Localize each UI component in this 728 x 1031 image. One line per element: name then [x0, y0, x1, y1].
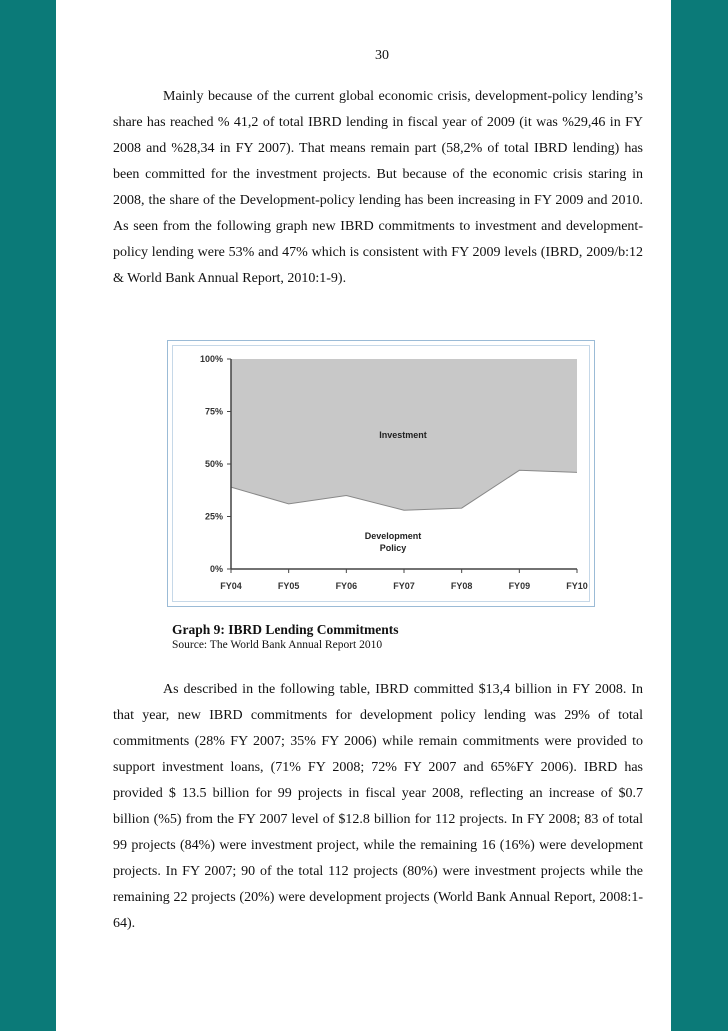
y-tick-label: 75% [204, 406, 223, 417]
paragraph-1-text: Mainly because of the current global economic crisis, development-policy lending’s share has reached % 41,2 of total IBRD lending in fiscal year of 2009 (it was %29,46 in FY 2008 and %28,34 in FY 2007). That means remain part (58,2% of total IBRD lending) has been committed for the investment projects. But because of the economic crisis staring in 2008, the share of the Development-policy lending has been increasing in FY 2009 and 2010. As seen from the following graph new IBRD commitments to investment and development-policy lending were 53% and 47% which is consistent with FY 2009 levels (IBRD, 2009/b:12 & World Bank Annual Report, 2010:1-9). [113, 89, 643, 286]
x-tick-label: FY08 [450, 581, 473, 591]
lending-commitments-chart [168, 341, 596, 608]
page-number: 30 [375, 48, 389, 63]
graph-caption: Graph 9: IBRD Lending Commitments [172, 622, 399, 637]
y-tick-label: 100% [199, 354, 223, 364]
chart-frame [167, 340, 595, 607]
x-tick-label: FY06 [335, 581, 358, 591]
left-side-bar [0, 0, 56, 1031]
x-tick-label: FY05 [277, 581, 300, 591]
x-tick-label: FY09 [508, 581, 531, 591]
investment-label: Investment [379, 430, 427, 440]
paragraph-2 [113, 677, 643, 937]
right-side-bar [671, 0, 728, 1031]
x-tick-label: FY10 [566, 581, 588, 591]
x-tick-label: FY04 [220, 581, 242, 591]
paragraph-2-text: As described in the following table, IBRD committed $13,4 billion in FY 2008. In that year, new IBRD commitments for development policy lending was 29% of total commitments (28% FY 2007; 35% FY 2006) while remain commitments were provided to support investment loans, (71% FY 2008; 72% FY 2007 and 65%FY 2006). IBRD has provided $ 13.5 billion for 99 projects in fiscal year 2008, reflecting an increase of $0.7 billion (%5) from the FY 2007 level of $12.8 billion for 112 projects. In FY 2008; 83 of total 99 projects (84%) were investment project, while the remaining 16 (16%) were development projects. In FY 2007; 90 of the total 112 projects (80%) were investment projects while the remaining 22 projects (20%) were development projects (World Bank Annual Report, 2008:1-64). [113, 682, 643, 931]
development-policy-label-line1: Development [364, 531, 422, 541]
x-tick-label: FY07 [393, 581, 415, 591]
y-tick-label: 25% [204, 511, 223, 522]
graph-source: Source: The World Bank Annual Report 2010 [172, 639, 383, 651]
y-tick-label: 0% [209, 564, 223, 574]
y-tick-label: 50% [204, 459, 223, 469]
paragraph-1 [113, 84, 643, 292]
development-policy-label-line2: Policy [379, 543, 407, 553]
